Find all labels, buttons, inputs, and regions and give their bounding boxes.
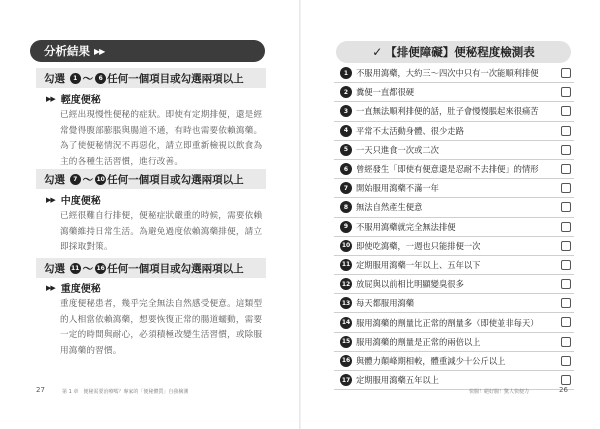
checkmark-icon: ✓ bbox=[372, 45, 383, 59]
checkbox[interactable] bbox=[561, 356, 571, 366]
checkbox[interactable] bbox=[561, 337, 571, 347]
analysis-result-banner bbox=[30, 40, 265, 62]
severity-heading-mild bbox=[46, 91, 101, 106]
item-text: 無法自然產生便意 bbox=[356, 202, 423, 213]
item-number-badge: 4 bbox=[340, 125, 352, 137]
item-text: 平常不太活動身體、很少走路 bbox=[356, 125, 464, 136]
checkbox[interactable] bbox=[561, 106, 571, 116]
item-text: 糞便一直都很硬 bbox=[356, 87, 415, 98]
item-text: 與體力顛峰期相較，體重減少十公斤以上 bbox=[356, 355, 506, 366]
checklist-item bbox=[334, 102, 574, 121]
checklist-item bbox=[334, 83, 574, 102]
band-prefix: 勾選 bbox=[44, 173, 65, 186]
item-number-badge: 5 bbox=[340, 144, 352, 156]
checklist-item bbox=[334, 141, 574, 160]
item-number-badge: 14 bbox=[340, 317, 352, 329]
checklist-title: 【排便障礙】便秘程度檢測表 bbox=[385, 45, 535, 59]
criteria-band-severe bbox=[36, 258, 266, 278]
item-number-badge: 2 bbox=[340, 86, 352, 98]
circled-number: 1 bbox=[70, 73, 81, 84]
item-number-badge: 15 bbox=[340, 336, 352, 348]
checklist-item bbox=[334, 333, 574, 352]
item-number-badge: 16 bbox=[340, 355, 352, 367]
item-text: 定期服用瀉藥一年以上、五年以下 bbox=[356, 259, 481, 270]
item-text: 每天都服用瀉藥 bbox=[356, 298, 415, 309]
item-number-badge: 10 bbox=[340, 240, 352, 252]
checklist-item bbox=[334, 352, 574, 371]
circled-number: 6 bbox=[95, 73, 106, 84]
checkbox[interactable] bbox=[561, 145, 571, 155]
checklist-item bbox=[334, 256, 574, 275]
checkbox[interactable] bbox=[561, 260, 571, 270]
checklist-item bbox=[334, 294, 574, 313]
item-number-badge: 17 bbox=[340, 374, 352, 386]
item-text: 一天只進食一次或二次 bbox=[356, 144, 439, 155]
item-number-badge: 12 bbox=[340, 278, 352, 290]
item-text: 一直無法順利排便的話，肚子會慢慢脹起來很痛苦 bbox=[356, 106, 539, 117]
item-number-badge: 6 bbox=[340, 163, 352, 175]
severity-title: 輕度便秘 bbox=[60, 95, 101, 106]
triangle-bullet-icon: ▶▶ bbox=[46, 195, 55, 204]
criteria-band-mild bbox=[36, 68, 266, 88]
checklist-item bbox=[334, 160, 574, 179]
item-text: 曾經發生「即使有便意還是忍耐不去排便」的情形 bbox=[356, 164, 539, 175]
checkbox[interactable] bbox=[561, 164, 571, 174]
severity-title: 中度便秘 bbox=[60, 196, 101, 207]
band-prefix: 勾選 bbox=[44, 72, 65, 85]
severity-description-mild: 已經出現慢性便秘的症狀。即使有定期排便，還是經常覺得腹部膨脹與腸道不通，有時也需要依賴瀉藥。為了使便秘情況不再惡化，請立即重新檢視以飲食為主的各種生活習慣，進行改善。 bbox=[60, 110, 263, 167]
item-text: 服用瀉藥的劑量比正常的劑量多（即使並非每天） bbox=[356, 317, 539, 328]
checklist-item bbox=[334, 122, 574, 141]
checkbox[interactable] bbox=[561, 279, 571, 289]
range-tilde: ～ bbox=[82, 173, 94, 186]
item-text: 不服用瀉藥就完全無法排便 bbox=[356, 221, 456, 232]
checkbox[interactable] bbox=[561, 375, 571, 385]
circled-number: 7 bbox=[70, 174, 81, 185]
checklist bbox=[334, 64, 574, 390]
triangle-bullet-icon: ▶▶ bbox=[46, 94, 55, 103]
checkbox[interactable] bbox=[561, 298, 571, 308]
severity-heading-severe bbox=[46, 280, 101, 295]
checklist-item bbox=[334, 198, 574, 217]
item-text: 定期服用瀉藥五年以上 bbox=[356, 375, 439, 386]
severity-title: 重度便秘 bbox=[60, 284, 101, 295]
checkbox[interactable] bbox=[561, 87, 571, 97]
right-page bbox=[301, 0, 600, 429]
item-text: 放屁與以前相比明顯變臭很多 bbox=[356, 279, 464, 290]
checkbox[interactable] bbox=[561, 202, 571, 212]
band-prefix: 勾選 bbox=[44, 262, 65, 275]
circled-number: 16 bbox=[96, 264, 105, 272]
double-arrow-icon: ▶▶ bbox=[94, 46, 105, 56]
left-page bbox=[0, 0, 299, 429]
item-text: 即使吃瀉藥，一週也只能排便一次 bbox=[356, 240, 481, 251]
item-number-badge: 7 bbox=[340, 182, 352, 194]
item-number-badge: 8 bbox=[340, 201, 352, 213]
severity-description-severe: 重度便秘患者，幾乎完全無法自然感受便意。這類型的人相當依賴瀉藥，想要恢復正常的腸道蠕動，需要一定的時間與耐心，必須積極改變生活習慣，或除服用瀉藥的習慣。 bbox=[60, 299, 263, 356]
band-suffix: 任何一個項目或勾選兩項以上 bbox=[107, 262, 244, 275]
page-number-left: 27 bbox=[36, 386, 45, 394]
checklist-item bbox=[334, 237, 574, 256]
triangle-bullet-icon: ▶▶ bbox=[46, 283, 55, 292]
page-number-right: 26 bbox=[559, 386, 568, 394]
checkbox[interactable] bbox=[561, 183, 571, 193]
checkbox[interactable] bbox=[561, 317, 571, 327]
checklist-item bbox=[334, 179, 574, 198]
checklist-item bbox=[334, 64, 574, 83]
item-number-badge: 9 bbox=[340, 221, 352, 233]
item-number-badge: 3 bbox=[340, 105, 352, 117]
item-number-badge: 1 bbox=[340, 67, 352, 79]
checklist-item bbox=[334, 218, 574, 237]
checkbox[interactable] bbox=[561, 126, 571, 136]
checklist-title-banner bbox=[336, 41, 571, 63]
item-text: 服用瀉藥的劑量是正常的兩倍以上 bbox=[356, 336, 481, 347]
item-text: 開始服用瀉藥不滿一年 bbox=[356, 183, 439, 194]
circled-number: 10 bbox=[96, 175, 105, 183]
banner-title: 分析結果 bbox=[44, 44, 90, 58]
range-tilde: ～ bbox=[82, 262, 94, 275]
severity-heading-moderate bbox=[46, 192, 101, 207]
checklist-item bbox=[334, 275, 574, 294]
checklist-item bbox=[334, 371, 574, 390]
running-footer-left: 第 1 章 便秘需要治療嗎？專家的「便秘體質」自我檢測 bbox=[62, 389, 189, 395]
circled-number: 11 bbox=[70, 264, 80, 272]
running-footer-right: 快腸！絕好腸！驚人快便力 bbox=[469, 389, 530, 395]
severity-description-moderate: 已經很難自行排便，便秘症狀嚴重的時候，需要依賴瀉藥維持日常生活。為避免過度依賴瀉藥排便，請立即採取對策。 bbox=[60, 211, 263, 252]
band-suffix: 任何一個項目或勾選兩項以上 bbox=[107, 72, 244, 85]
band-suffix: 任何一個項目或勾選兩項以上 bbox=[107, 173, 244, 186]
checklist-item bbox=[334, 313, 574, 332]
item-text: 不服用瀉藥，大約三～四次中只有一次能順利排便 bbox=[356, 68, 539, 79]
checkbox[interactable] bbox=[561, 68, 571, 78]
checkbox[interactable] bbox=[561, 222, 571, 232]
item-number-badge: 11 bbox=[340, 259, 352, 271]
item-number-badge: 13 bbox=[340, 297, 352, 309]
checkbox[interactable] bbox=[561, 241, 571, 251]
range-tilde: ～ bbox=[82, 72, 94, 85]
criteria-band-moderate bbox=[36, 169, 266, 189]
